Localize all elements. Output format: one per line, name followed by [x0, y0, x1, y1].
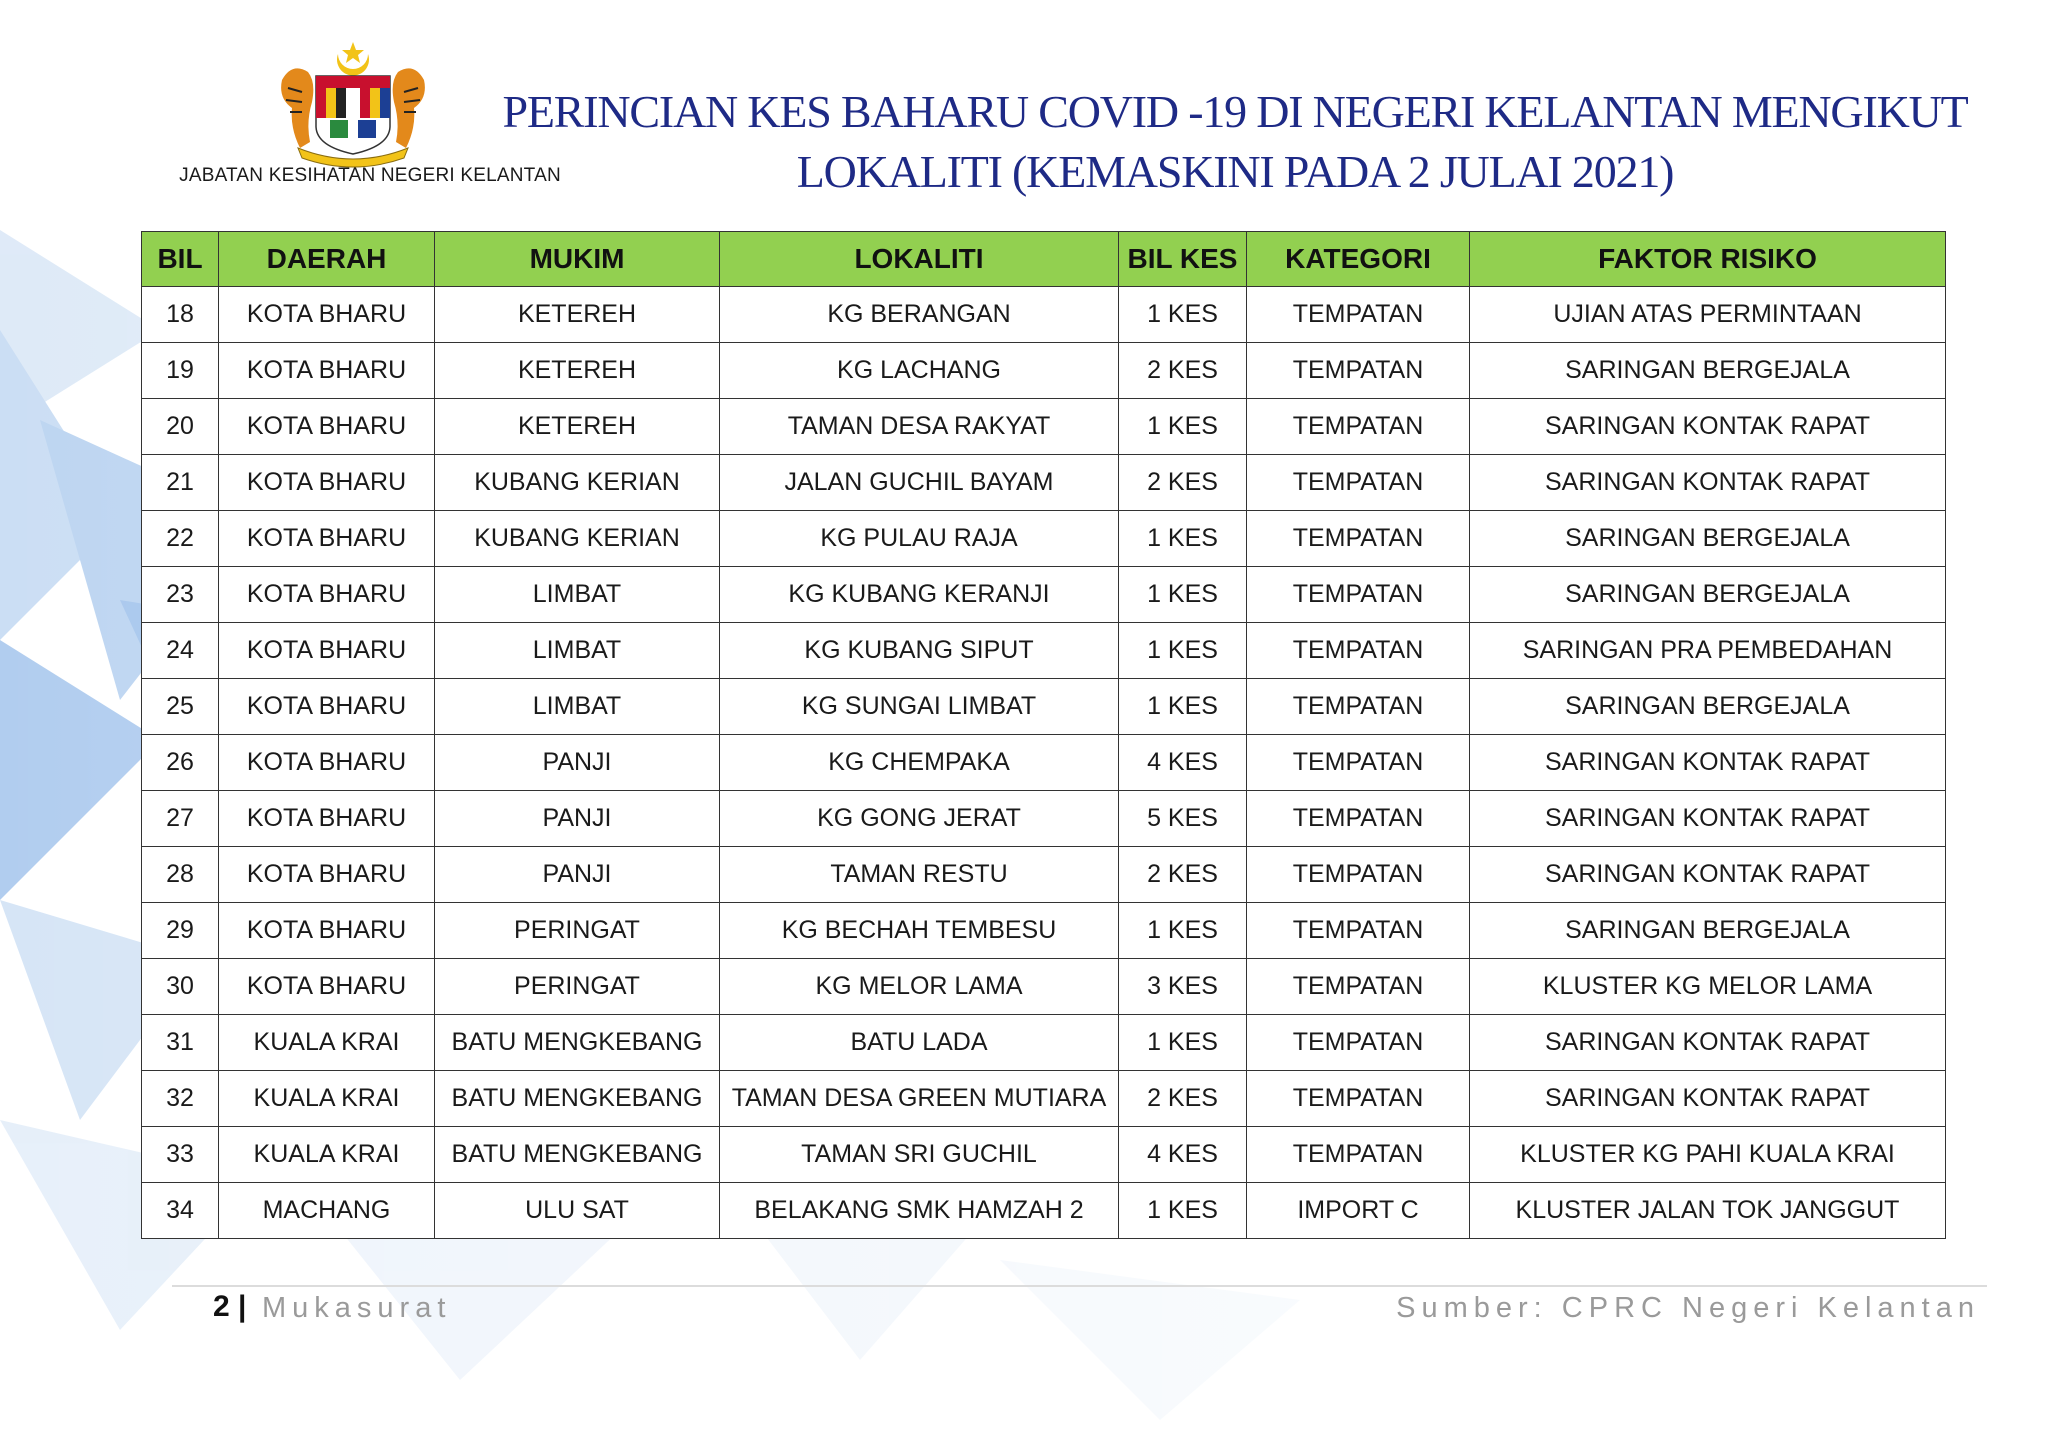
- table-cell: KLUSTER KG PAHI KUALA KRAI: [1470, 1127, 1946, 1183]
- table-cell: KG PULAU RAJA: [720, 511, 1119, 567]
- table-cell: KG CHEMPAKA: [720, 735, 1119, 791]
- table-cell: KETEREH: [435, 399, 720, 455]
- table-cell: 1 KES: [1119, 287, 1247, 343]
- table-cell: TEMPATAN: [1247, 567, 1470, 623]
- table-cell: 4 KES: [1119, 735, 1247, 791]
- table-cell: UJIAN ATAS PERMINTAAN: [1470, 287, 1946, 343]
- table-cell: 1 KES: [1119, 903, 1247, 959]
- table-cell: SARINGAN KONTAK RAPAT: [1470, 847, 1946, 903]
- table-cell: 23: [142, 567, 219, 623]
- table-row: [142, 567, 1946, 623]
- table-cell: 1 KES: [1119, 511, 1247, 567]
- table-cell: KG BERANGAN: [720, 287, 1119, 343]
- table-cell: 21: [142, 455, 219, 511]
- source-credit: Sumber: CPRC Negeri Kelantan: [1396, 1292, 1980, 1324]
- table-cell: KOTA BHARU: [219, 903, 435, 959]
- table-cell: KOTA BHARU: [219, 399, 435, 455]
- table-cell: 1 KES: [1119, 399, 1247, 455]
- table-row: [142, 511, 1946, 567]
- page-label: Mukasurat: [262, 1292, 452, 1324]
- table-cell: 2 KES: [1119, 343, 1247, 399]
- table-cell: KOTA BHARU: [219, 679, 435, 735]
- table-cell: BATU MENGKEBANG: [435, 1071, 720, 1127]
- table-cell: KOTA BHARU: [219, 287, 435, 343]
- table-cell: SARINGAN KONTAK RAPAT: [1470, 455, 1946, 511]
- table-cell: KUALA KRAI: [219, 1071, 435, 1127]
- table-cell: PANJI: [435, 735, 720, 791]
- table-cell: KOTA BHARU: [219, 567, 435, 623]
- table-cell: SARINGAN BERGEJALA: [1470, 511, 1946, 567]
- table-cell: PERINGAT: [435, 903, 720, 959]
- table-cell: PERINGAT: [435, 959, 720, 1015]
- table-cell: KG LACHANG: [720, 343, 1119, 399]
- table-cell: TEMPATAN: [1247, 455, 1470, 511]
- table-cell: TEMPATAN: [1247, 287, 1470, 343]
- table-row: [142, 287, 1946, 343]
- table-cell: KLUSTER JALAN TOK JANGGUT: [1470, 1183, 1946, 1239]
- footer-divider: [172, 1285, 1987, 1287]
- table-cell: KOTA BHARU: [219, 847, 435, 903]
- table-cell: 1 KES: [1119, 1183, 1247, 1239]
- table-cell: 2 KES: [1119, 1071, 1247, 1127]
- table-cell: 3 KES: [1119, 959, 1247, 1015]
- column-header: BIL KES: [1119, 232, 1247, 287]
- table-cell: SARINGAN PRA PEMBEDAHAN: [1470, 623, 1946, 679]
- table-cell: KG SUNGAI LIMBAT: [720, 679, 1119, 735]
- table-row: [142, 1183, 1946, 1239]
- cases-table: [141, 231, 1946, 1239]
- table-cell: JALAN GUCHIL BAYAM: [720, 455, 1119, 511]
- table-cell: TAMAN SRI GUCHIL: [720, 1127, 1119, 1183]
- table-cell: KOTA BHARU: [219, 343, 435, 399]
- table-cell: 26: [142, 735, 219, 791]
- table-row: [142, 1127, 1946, 1183]
- table-cell: KUALA KRAI: [219, 1127, 435, 1183]
- table-cell: LIMBAT: [435, 567, 720, 623]
- table-row: [142, 959, 1946, 1015]
- table-cell: SARINGAN BERGEJALA: [1470, 567, 1946, 623]
- table-cell: KUBANG KERIAN: [435, 455, 720, 511]
- table-cell: SARINGAN KONTAK RAPAT: [1470, 735, 1946, 791]
- page-title-line-1: PERINCIAN KES BAHARU COVID -19 DI NEGERI KELANTAN MENGIKUT: [502, 86, 1968, 137]
- table-cell: 2 KES: [1119, 847, 1247, 903]
- table-cell: 1 KES: [1119, 567, 1247, 623]
- page-title: [480, 82, 1990, 202]
- table-cell: 1 KES: [1119, 623, 1247, 679]
- table-cell: KOTA BHARU: [219, 959, 435, 1015]
- table-cell: KG BECHAH TEMBESU: [720, 903, 1119, 959]
- table-row: [142, 903, 1946, 959]
- table-row: [142, 1071, 1946, 1127]
- table-header-row: [142, 232, 1946, 287]
- column-header: KATEGORI: [1247, 232, 1470, 287]
- table-cell: TEMPATAN: [1247, 1071, 1470, 1127]
- table-cell: 27: [142, 791, 219, 847]
- column-header: BIL: [142, 232, 219, 287]
- malaysia-coat-of-arms-icon: [268, 40, 438, 168]
- table-cell: TAMAN DESA GREEN MUTIARA: [720, 1071, 1119, 1127]
- table-cell: KETEREH: [435, 343, 720, 399]
- table-cell: TEMPATAN: [1247, 791, 1470, 847]
- column-header: MUKIM: [435, 232, 720, 287]
- table-cell: 31: [142, 1015, 219, 1071]
- table-row: [142, 735, 1946, 791]
- table-cell: TAMAN DESA RAKYAT: [720, 399, 1119, 455]
- table-cell: PANJI: [435, 847, 720, 903]
- table-cell: TEMPATAN: [1247, 343, 1470, 399]
- table-cell: SARINGAN KONTAK RAPAT: [1470, 791, 1946, 847]
- table-cell: TEMPATAN: [1247, 959, 1470, 1015]
- table-cell: BELAKANG SMK HAMZAH 2: [720, 1183, 1119, 1239]
- column-header: DAERAH: [219, 232, 435, 287]
- table-cell: ULU SAT: [435, 1183, 720, 1239]
- table-cell: KUALA KRAI: [219, 1015, 435, 1071]
- table-cell: 1 KES: [1119, 1015, 1247, 1071]
- table-row: [142, 455, 1946, 511]
- table-row: [142, 679, 1946, 735]
- table-cell: 29: [142, 903, 219, 959]
- column-header: FAKTOR RISIKO: [1470, 232, 1946, 287]
- table-cell: 28: [142, 847, 219, 903]
- table-cell: LIMBAT: [435, 679, 720, 735]
- table-cell: IMPORT C: [1247, 1183, 1470, 1239]
- table-cell: 24: [142, 623, 219, 679]
- table-row: [142, 1015, 1946, 1071]
- table-cell: SARINGAN BERGEJALA: [1470, 903, 1946, 959]
- table-cell: KOTA BHARU: [219, 455, 435, 511]
- table-cell: KOTA BHARU: [219, 735, 435, 791]
- table-cell: KG GONG JERAT: [720, 791, 1119, 847]
- table-cell: BATU LADA: [720, 1015, 1119, 1071]
- table-cell: TEMPATAN: [1247, 679, 1470, 735]
- table-cell: BATU MENGKEBANG: [435, 1127, 720, 1183]
- table-row: [142, 343, 1946, 399]
- table-cell: SARINGAN BERGEJALA: [1470, 679, 1946, 735]
- table-cell: TEMPATAN: [1247, 903, 1470, 959]
- table-row: [142, 399, 1946, 455]
- table-cell: LIMBAT: [435, 623, 720, 679]
- table-cell: 32: [142, 1071, 219, 1127]
- table-cell: KETEREH: [435, 287, 720, 343]
- table-cell: TEMPATAN: [1247, 847, 1470, 903]
- table-cell: 5 KES: [1119, 791, 1247, 847]
- table-cell: MACHANG: [219, 1183, 435, 1239]
- page-number: 2 |: [213, 1290, 247, 1323]
- table-cell: KOTA BHARU: [219, 623, 435, 679]
- table-cell: 19: [142, 343, 219, 399]
- table-cell: 18: [142, 287, 219, 343]
- table-row: [142, 847, 1946, 903]
- agency-name: JABATAN KESIHATAN NEGERI KELANTAN: [179, 165, 561, 186]
- table-cell: SARINGAN KONTAK RAPAT: [1470, 399, 1946, 455]
- table-row: [142, 791, 1946, 847]
- table-cell: KG KUBANG KERANJI: [720, 567, 1119, 623]
- table-cell: 34: [142, 1183, 219, 1239]
- table-cell: 33: [142, 1127, 219, 1183]
- table-cell: TEMPATAN: [1247, 735, 1470, 791]
- table-cell: KUBANG KERIAN: [435, 511, 720, 567]
- table-cell: TEMPATAN: [1247, 1127, 1470, 1183]
- table-cell: PANJI: [435, 791, 720, 847]
- table-cell: KLUSTER KG MELOR LAMA: [1470, 959, 1946, 1015]
- table-body: [142, 287, 1946, 1239]
- table-cell: KOTA BHARU: [219, 791, 435, 847]
- table-cell: KG KUBANG SIPUT: [720, 623, 1119, 679]
- table-cell: 2 KES: [1119, 455, 1247, 511]
- table-cell: KG MELOR LAMA: [720, 959, 1119, 1015]
- table-cell: KOTA BHARU: [219, 511, 435, 567]
- table-cell: BATU MENGKEBANG: [435, 1015, 720, 1071]
- table-cell: 30: [142, 959, 219, 1015]
- page-title-line-2: LOKALITI (KEMASKINI PADA 2 JULAI 2021): [796, 146, 1674, 197]
- table-cell: SARINGAN KONTAK RAPAT: [1470, 1015, 1946, 1071]
- table-row: [142, 623, 1946, 679]
- table-cell: 20: [142, 399, 219, 455]
- table-cell: SARINGAN KONTAK RAPAT: [1470, 1071, 1946, 1127]
- column-header: LOKALITI: [720, 232, 1119, 287]
- table-cell: 4 KES: [1119, 1127, 1247, 1183]
- table-cell: TEMPATAN: [1247, 623, 1470, 679]
- table-cell: 1 KES: [1119, 679, 1247, 735]
- table-cell: TEMPATAN: [1247, 399, 1470, 455]
- page-number-value: 2: [213, 1290, 230, 1323]
- table-cell: TEMPATAN: [1247, 1015, 1470, 1071]
- table-cell: 22: [142, 511, 219, 567]
- table-cell: 25: [142, 679, 219, 735]
- table-cell: TEMPATAN: [1247, 511, 1470, 567]
- table-cell: SARINGAN BERGEJALA: [1470, 343, 1946, 399]
- table-cell: TAMAN RESTU: [720, 847, 1119, 903]
